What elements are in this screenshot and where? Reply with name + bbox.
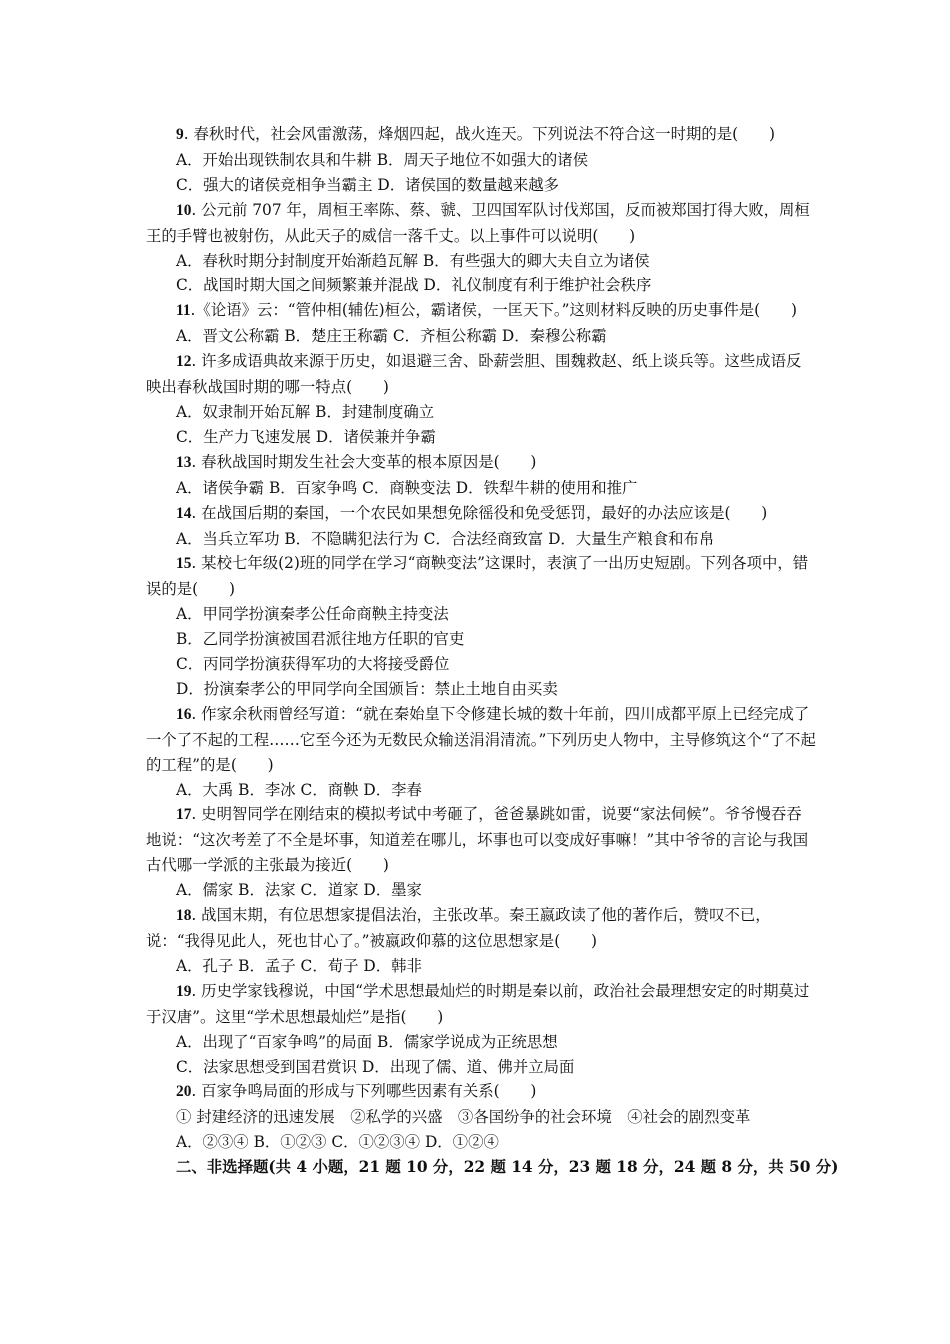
question-20-factors: ① 封建经济的迅速发展 ②私学的兴盛 ③各国纷争的社会环境 ④社会的剧烈变革 (176, 1108, 751, 1127)
question-15-option-b: B．乙同学扮演被国君派往地方任职的官吏 (176, 630, 465, 649)
question-text: . 战国末期，有位思想家提倡法治，主张改革。秦王嬴政读了他的著作后，赞叹不已，说：“我得见此人，死也甘心了。”被嬴政仰慕的这位思想家是( ) (146, 906, 771, 950)
question-number: 17 (176, 806, 192, 824)
question-text: . 许多成语典故来源于历史，如退避三舍、卧薪尝胆、围魏救赵、纸上谈兵等。这些成语反映出春秋战国时期的哪一特点( ) (146, 352, 802, 397)
question-18-stem (146, 903, 816, 954)
question-17-stem (146, 802, 816, 878)
question-number: 13 (176, 453, 192, 471)
question-number: 16 (176, 705, 192, 723)
question-number: 15 (176, 555, 192, 573)
question-13-options: A．诸侯争霸 B．百家争鸣 C．商鞅变法 D．铁犁牛耕的使用和推广 (176, 478, 638, 497)
question-9-options-ab: A．开始出现铁制农具和牛耕 B．周天子地位不如强大的诸侯 (176, 150, 589, 169)
question-10-options-cd: C．战国时期大国之间频繁兼并混战 D．礼仪制度有利于维护社会秩序 (176, 276, 652, 295)
question-text: . 春秋时代，社会风雷激荡，烽烟四起，战火连天。下列说法不符合这一时期的是( ) (183, 125, 775, 143)
question-number: 14 (176, 504, 192, 522)
question-13-stem (146, 450, 816, 476)
question-12-stem (146, 349, 816, 400)
question-19-stem (146, 979, 816, 1030)
question-17-options: A．儒家 B．法家 C．道家 D．墨家 (176, 881, 422, 900)
question-list (146, 122, 839, 1180)
question-18-options: A．孔子 B．孟子 C．荀子 D．韩非 (176, 956, 422, 975)
question-11-stem (146, 298, 816, 324)
question-text: . 春秋战国时期发生社会大变革的根本原因是( ) (191, 452, 537, 471)
question-15-option-d: D．扮演秦孝公的甲同学向全国颁旨：禁止土地自由买卖 (176, 679, 558, 698)
question-14-options: A．当兵立军功 B．不隐瞒犯法行为 C．合法经商致富 D．大量生产粮食和布帛 (176, 529, 715, 548)
question-text: . 史明智同学在刚结束的模拟考试中考砸了，爸爸暴跳如雷，说要“家法伺候”。爷爷慢吞吞地说：“这次考差了不全是坏事，知道差在哪儿，坏事也可以变成好事嘛！”其中爷爷的言论与我国古代哪一学派的主张最为接近( ) (146, 805, 809, 875)
question-12-options-ab: A．奴隶制开始瓦解 B．封建制度确立 (176, 402, 435, 421)
question-15-stem (146, 551, 816, 602)
section-heading: 二、非选择题(共 4 小题，21 题 10 分，22 题 14 分，23 题 18 分，24 题 8 分，共 50 分) (176, 1158, 839, 1177)
question-text: . 百家争鸣局面的形成与下列哪些因素有关系( ) (191, 1082, 537, 1101)
question-text: . 某校七年级(2)班的同学在学习“商鞅变法”这课时，表演了一出历史短剧。下列各项中，错误的是( ) (146, 554, 809, 599)
question-number: 19 (176, 982, 192, 1000)
question-text: . 历史学家钱穆说，中国“学术思想最灿烂的时期是秦以前，政治社会最理想安定的时期莫过于汉唐”。这里“学术思想最灿烂”是指( ) (146, 981, 810, 1026)
question-number: 20 (176, 1083, 192, 1101)
question-text: .《论语》云：“管仲相(辅佐)桓公，霸诸侯，一匡天下。”这则材料反映的历史事件是( ) (190, 301, 797, 320)
question-20-options: A．②③④ B．①②③ C．①②③④ D．①②④ (176, 1133, 499, 1152)
question-number: 11 (176, 302, 191, 320)
question-text: . 在战国后期的秦国，一个农民如果想免除徭役和免受惩罚，最好的办法应该是( ) (191, 503, 768, 522)
question-19-options-ab: A．出现了“百家争鸣”的局面 B．儒家学说成为正统思想 (176, 1032, 558, 1051)
question-20-stem (146, 1079, 816, 1105)
question-number: 12 (176, 353, 192, 371)
question-15-option-c: C．丙同学扮演获得军功的大将接受爵位 (176, 655, 450, 674)
question-11-options: A．晋文公称霸 B．楚庄王称霸 C．齐桓公称霸 D．秦穆公称霸 (176, 327, 607, 346)
question-text: . 作家余秋雨曾经写道：“就在秦始皇下令修建长城的数十年前，四川成都平原上已经完成了一个了不起的工程……它至今还为无数民众输送涓涓清流。”下列历史人物中，主导修筑这个“了不起的工程”的是( ) (146, 704, 816, 774)
question-9-options-cd: C．强大的诸侯竞相争当霸主 D．诸侯国的数量越来越多 (176, 175, 559, 194)
question-10-stem (146, 198, 816, 249)
question-16-stem (146, 702, 816, 778)
question-12-options-cd: C．生产力飞速发展 D．诸侯兼并争霸 (176, 427, 436, 446)
question-19-options-cd: C．法家思想受到国君赏识 D．出现了儒、道、佛并立局面 (176, 1057, 575, 1076)
question-10-options-ab: A．春秋时期分封制度开始渐趋瓦解 B．有些强大的卿大夫自立为诸侯 (176, 251, 650, 270)
question-16-options: A．大禹 B．李冰 C．商鞅 D．李春 (176, 780, 422, 799)
question-text: . 公元前 707 年，周桓王率陈、蔡、虢、卫四国军队讨伐郑国，反而被郑国打得大败，周桓王的手臂也被射伤，从此天子的威信一落千丈。以上事件可以说明( ) (146, 200, 810, 245)
question-number: 18 (176, 907, 192, 925)
question-number: 9 (176, 126, 184, 143)
question-number: 10 (176, 201, 192, 219)
question-14-stem (146, 501, 816, 527)
question-15-option-a: A．甲同学扮演秦孝公任命商鞅主持变法 (176, 605, 449, 624)
question-9-stem (146, 122, 816, 148)
